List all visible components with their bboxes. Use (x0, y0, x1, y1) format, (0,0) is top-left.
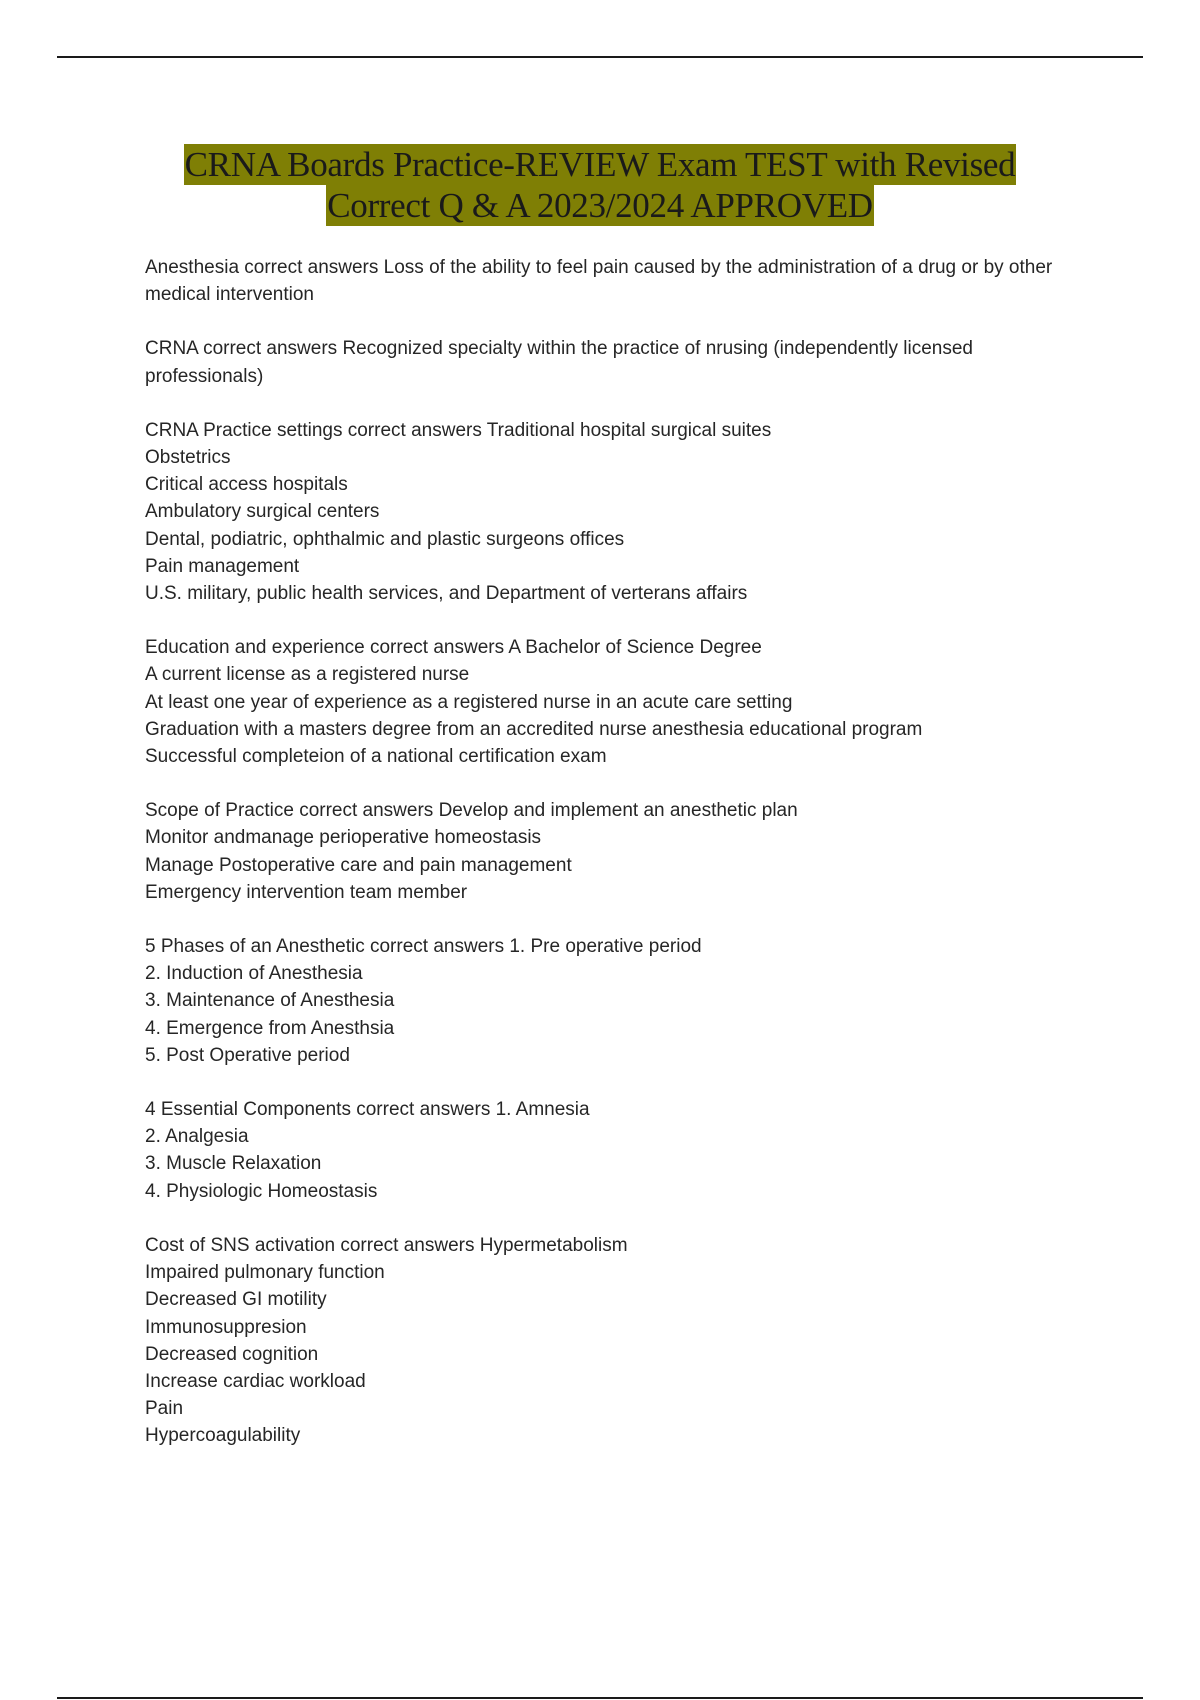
qa-line: 4. Emergence from Anesthsia (145, 1017, 395, 1039)
bottom-divider (57, 1697, 1143, 1699)
qa-line: Dental, podiatric, ophthalmic and plastic surgeons offices (145, 528, 625, 550)
qa-block-practice-settings (145, 417, 1075, 607)
qa-line: A current license as a registered nurse (145, 664, 470, 686)
qa-line: 4. Physiologic Homeostasis (145, 1180, 378, 1202)
qa-block-education (145, 634, 1075, 770)
qa-line: Anesthesia correct answers Loss of the ability to feel pain caused by the administration of a drug or by other medical intervention (145, 257, 1053, 306)
qa-line: CRNA Practice settings correct answers Traditional hospital surgical suites (145, 419, 772, 441)
qa-block-components (145, 1096, 1075, 1205)
document-body (145, 254, 1075, 1477)
document-title-line-2: Correct Q & A 2023/2024 APPROVED (327, 186, 873, 225)
qa-line: 2. Analgesia (145, 1126, 249, 1148)
document-title-line-1: CRNA Boards Practice-REVIEW Exam TEST with Revised (184, 145, 1016, 184)
qa-line: Cost of SNS activation correct answers Hypermetabolism (145, 1234, 628, 1256)
qa-line: Impaired pulmonary function (145, 1262, 385, 1284)
qa-line: Emergency intervention team member (145, 881, 468, 903)
qa-line: Critical access hospitals (145, 474, 348, 496)
qa-line: Increase cardiac workload (145, 1370, 366, 1392)
qa-line: Monitor andmanage perioperative homeostasis (145, 827, 542, 849)
qa-line: Pain management (145, 555, 300, 577)
top-divider (57, 56, 1143, 58)
qa-block-sns (145, 1232, 1075, 1450)
document-title (60, 144, 1140, 226)
qa-line: Education and experience correct answers A Bachelor of Science Degree (145, 637, 762, 659)
qa-line: At least one year of experience as a registered nurse in an acute care setting (145, 691, 793, 713)
qa-line: Immunosuppresion (145, 1316, 307, 1338)
qa-line: 4 Essential Components correct answers 1. Amnesia (145, 1099, 590, 1121)
qa-block-crna (145, 335, 1075, 389)
qa-line: Pain (145, 1398, 184, 1420)
qa-line: Graduation with a masters degree from an accredited nurse anesthesia educational program (145, 718, 923, 740)
qa-line: 5 Phases of an Anesthetic correct answers 1. Pre operative period (145, 936, 702, 958)
qa-line: Decreased GI motility (145, 1289, 327, 1311)
qa-line: 2. Induction of Anesthesia (145, 963, 363, 985)
qa-line: 5. Post Operative period (145, 1044, 350, 1066)
qa-line: 3. Muscle Relaxation (145, 1153, 322, 1175)
qa-line: Decreased cognition (145, 1343, 319, 1365)
qa-block-anesthesia (145, 254, 1075, 308)
qa-line: Hypercoagulability (145, 1425, 301, 1447)
qa-line: Scope of Practice correct answers Develop and implement an anesthetic plan (145, 800, 798, 822)
qa-line: Successful completeion of a national certification exam (145, 746, 607, 768)
qa-block-scope (145, 797, 1075, 906)
qa-line: U.S. military, public health services, and Department of verterans affairs (145, 583, 748, 605)
qa-line: Obstetrics (145, 447, 231, 469)
qa-line: Ambulatory surgical centers (145, 501, 380, 523)
qa-line: Manage Postoperative care and pain management (145, 854, 572, 876)
qa-block-phases (145, 933, 1075, 1069)
qa-line: 3. Maintenance of Anesthesia (145, 990, 395, 1012)
qa-line: CRNA correct answers Recognized specialty within the practice of nrusing (independently licensed professionals) (145, 338, 973, 387)
